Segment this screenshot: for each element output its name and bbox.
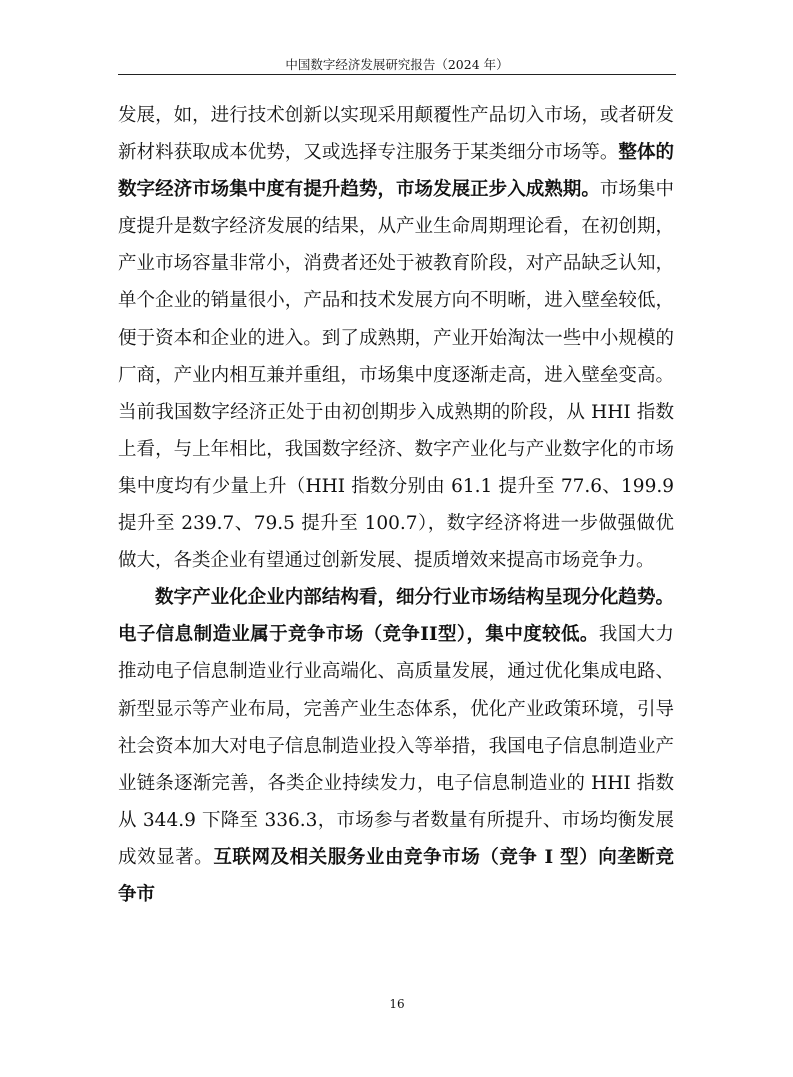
paragraph-1-run-2: 整体的数字经济市场集中度有提升趋势，市场发展正步入成熟期。 [118,142,674,201]
paragraph-2-run-2: 我国大力推动电子信息制造业行业高端化、高质量发展，通过优化集成电路、新型显示等产业布局，完善产业生态体系，优化产业政策环境，引导社会资本加大对电子信息制造业投入等举措，我国电子信息制造业产业链条逐渐完善，各类企业持续发力，电子信息制造业的 HHI 指数从 344.9 下降至 336.3，市场参与者数量有所提升、市场均衡发展成效显著。 [118,624,674,868]
body-text [118,97,674,913]
paragraph-1-run-1: 发展，如，进行技术创新以实现采用颠覆性产品切入市场，或者研发新材料获取成本优势，又或选择专注服务于某类细分市场等。 [118,105,674,164]
paragraph-1 [118,97,674,579]
header-rule [118,74,676,75]
page-header: 中国数字经济发展研究报告（2024 年） [285,57,509,72]
paragraph-2 [118,579,674,913]
page-number: 16 [389,997,405,1011]
paragraph-2-run-3: 互联网及相关服务业由竞争市场（竞争 I 型）向垄断竞争市 [118,846,674,905]
paragraph-1-run-3: 市场集中度提升是数字经济发展的结果，从产业生命周期理论看，在初创期，产业市场容量非常小，消费者还处于被教育阶段，对产品缺乏认知，单个企业的销量很小，产品和技术发展方向不明晰，进入壁垒较低，便于资本和企业的进入。到了成熟期，产业开始淘汰一些中小规模的厂商，产业内相互兼并重组，市场集中度逐渐走高，进入壁垒变高。当前我国数字经济正处于由初创期步入成熟期的阶段，从 HHI 指数上看，与上年相比，我国数字经济、数字产业化与产业数字化的市场集中度均有少量上升（HHI 指数分别由 61.1 提升至 77.6、199.9 提升至 239.7、79.5 提升至 100.7），数字经济将进一步做强做优做大，各类企业有望通过创新发展、提质增效来提高市场竞争力。 [118,179,674,572]
paragraph-2-run-1: 数字产业化企业内部结构看，细分行业市场结构呈现分化趋势。电子信息制造业属于竞争市场（竞争II型），集中度较低。 [118,587,674,646]
